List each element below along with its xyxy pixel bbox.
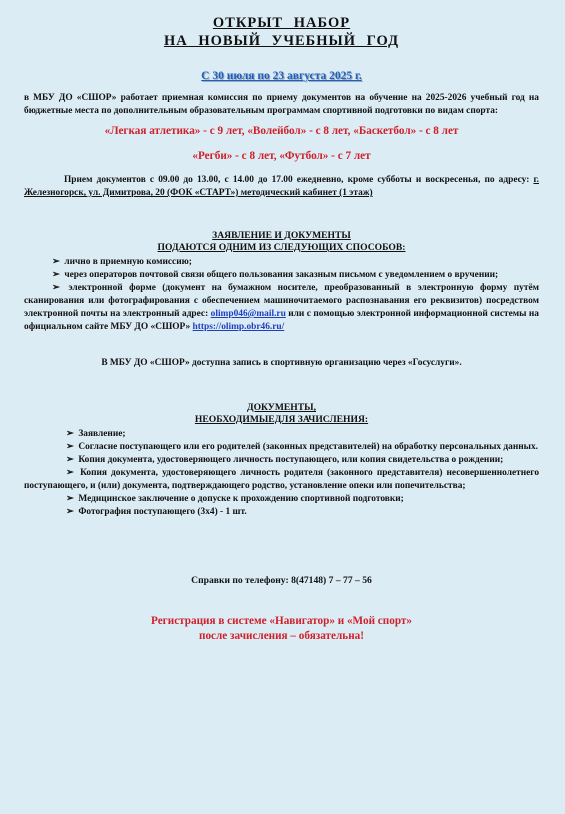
section-2-title: [24, 402, 539, 426]
list-item: ➢ электронной форме (документ на бумажном носителе, преобразованный в электронную форму путём сканирования или фотографирования с обеспечением машиночитаемого распознавания его реквизитов) посредством электронной почты на электронный адрес: olimp046@mail.ru или с помощью электронной информационной системы на официальном сайте МБУ ДО «СШОР» https://olimp.obr46.ru/: [24, 283, 539, 332]
section-1-title: [24, 230, 539, 254]
arrow-bullet-icon: ➢: [52, 257, 60, 267]
intro-text: в МБУ ДО «СШОР» работает приемная комиссия по приему документов на обучение на 2025-2026 учебный год на бюджетные места по дополнительным образовательным программам спортивной подготовки по видам спорта:: [24, 93, 539, 116]
required-documents: [24, 428, 539, 519]
arrow-bullet-icon: ➢: [66, 494, 74, 504]
list-item: ➢ Медицинское заключение о допуске к прохождению спортивной подготовки;: [66, 494, 404, 504]
gosuslugi-note: В МБУ ДО «СШОР» доступна запись в спортивную организацию через «Госуслуги».: [101, 358, 462, 368]
title-line-2: НА НОВЫЙ УЧЕБНЫЙ ГОД: [163, 33, 400, 49]
address: г. Железногорск, ул. Димитрова, 20 (ФОК «СТАРТ») методический кабинет (1 этаж): [24, 175, 539, 198]
section-1-title-line-2: ПОДАЮТСЯ ОДНИМ ИЗ СЛЕДУЮЩИХ СПОСОБОВ:: [157, 242, 406, 253]
list-item: ➢ Копия документа, удостоверяющего личность поступающего, или копия свидетельства о рождении;: [66, 455, 504, 465]
arrow-bullet-icon: ➢: [52, 283, 60, 293]
list-item: ➢ Согласие поступающего или его родителей (законных представителей) на обработку персональных данных.: [66, 442, 538, 452]
registration-line-2: после зачисления – обязательна!: [199, 630, 364, 642]
section-1-title-line-1: ЗАЯВЛЕНИЕ И ДОКУМЕНТЫ: [212, 230, 351, 241]
arrow-bullet-icon: ➢: [66, 442, 74, 452]
hours-text: Прием документов с 09.00 до 13.00, с 14.00 до 17.00 ежедневно, кроме субботы и воскресенья, по адресу:: [64, 175, 534, 185]
email-link[interactable]: olimp046@mail.ru: [210, 309, 286, 319]
section-2-title-line-2: НЕОБХОДИМЫЕДЛЯ ЗАЧИСЛЕНИЯ:: [194, 414, 369, 425]
list-item: ➢ через операторов почтовой связи общего пользования заказным письмом с уведомлением о вручении;: [52, 270, 499, 280]
registration-notice: [24, 614, 539, 644]
arrow-bullet-icon: ➢: [66, 455, 74, 465]
arrow-bullet-icon: ➢: [66, 507, 74, 517]
site-link[interactable]: https://olimp.obr46.ru/: [192, 322, 285, 332]
reception-hours: [24, 174, 539, 200]
list-item: ➢ Копия документа, удостоверяющего личность родителя (законного представителя) несовершеннолетнего поступающего, и (или) документа, подтверждающего родство, установление опеки или попечительства;: [24, 468, 540, 491]
page-title: [24, 14, 539, 50]
list-item: ➢ Заявление;: [66, 429, 126, 439]
title-line-1: ОТКРЫТ НАБОР: [212, 15, 351, 31]
arrow-bullet-icon: ➢: [52, 270, 60, 280]
submission-methods: [24, 256, 539, 334]
arrow-bullet-icon: ➢: [66, 468, 74, 478]
list-item: ➢ лично в приемную комиссию;: [52, 257, 192, 267]
arrow-bullet-icon: ➢: [66, 429, 74, 439]
sports-row-2: «Регби» - с 8 лет, «Футбол» - с 7 лет: [192, 150, 371, 162]
list-item: ➢ Фотография поступающего (3х4) - 1 шт.: [66, 507, 247, 517]
announcement-page: [0, 14, 565, 814]
sports-list: [24, 124, 539, 164]
section-2-title-line-1: ДОКУМЕНТЫ,: [246, 402, 316, 413]
sports-row-1: «Легкая атлетика» - с 9 лет, «Волейбол» - с 8 лет, «Баскетбол» - с 8 лет: [104, 125, 459, 137]
admission-dates: С 30 июля по 23 августа 2025 г.: [201, 70, 362, 82]
phone-info: Справки по телефону: 8(47148) 7 – 77 – 56: [191, 575, 372, 586]
registration-line-1: Регистрация в системе «Навигатор» и «Мой спорт»: [151, 615, 412, 627]
